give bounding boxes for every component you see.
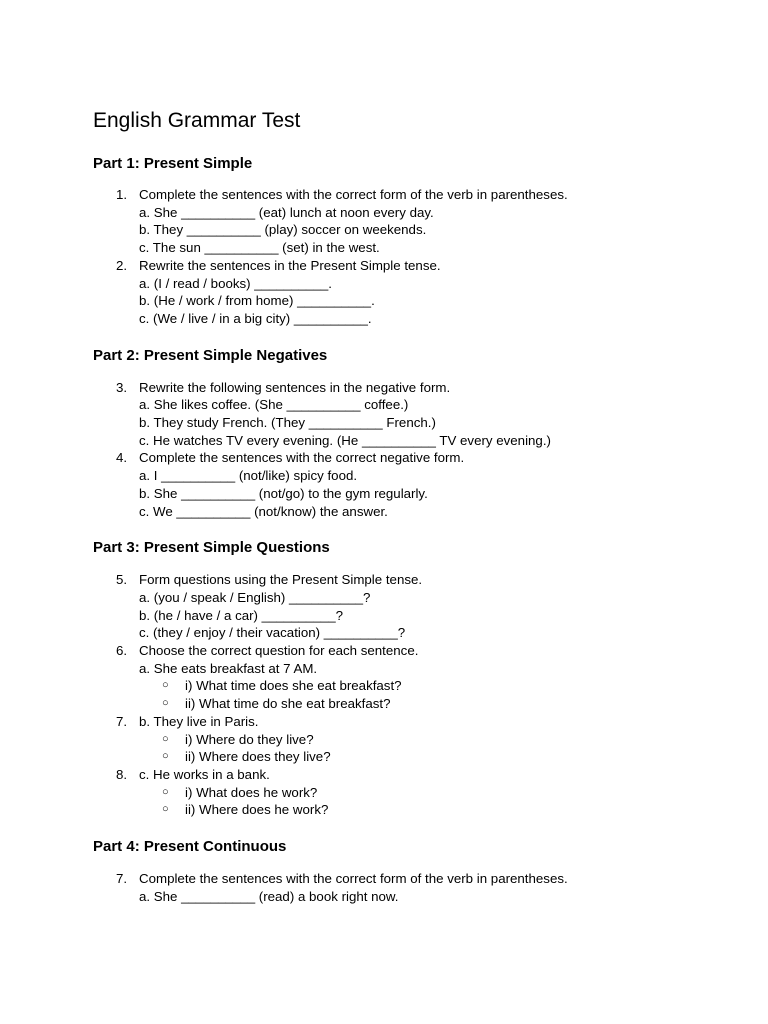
circle-bullet-icon: ○: [162, 679, 169, 692]
circle-bullet-icon: ○: [162, 803, 169, 816]
sub-item: b. They __________ (play) soccer on weekends.: [139, 222, 427, 238]
sub-item: c. We __________ (not/know) the answer.: [139, 503, 388, 519]
sub-item: c. (they / enjoy / their vacation) __________?: [139, 625, 406, 641]
part-4-heading: Part 4: Present Continuous: [93, 838, 287, 856]
option-text: ii) Where does he work?: [185, 802, 329, 818]
part-1-heading: Part 1: Present Simple: [93, 155, 253, 172]
part-3-heading: Part 3: Present Simple Questions: [93, 539, 330, 557]
question-text: Rewrite the sentences in the Present Simple tense.: [139, 257, 441, 273]
option-text: i) What does he work?: [185, 784, 318, 800]
answer-option: [93, 695, 733, 713]
question-7-continuous: [93, 870, 733, 888]
answer-option: [93, 801, 733, 819]
question-text: c. He works in a bank.: [139, 766, 270, 782]
option-text: ii) Where does they live?: [185, 749, 331, 765]
question-text: Complete the sentences with the correct negative form.: [139, 450, 465, 466]
question-text: Rewrite the following sentences in the negative form.: [139, 379, 451, 395]
question-4: [93, 449, 733, 467]
answer-option: [93, 731, 733, 749]
sub-item: a. She eats breakfast at 7 AM.: [139, 660, 318, 676]
circle-bullet-icon: ○: [162, 785, 169, 798]
option-text: i) What time does she eat breakfast?: [185, 678, 402, 694]
question-7: [93, 713, 733, 731]
document: [93, 107, 733, 906]
question-number: 8.: [116, 766, 128, 782]
question-number: 2.: [116, 257, 128, 273]
sub-item: a. (you / speak / English) __________?: [139, 589, 371, 605]
question-number: 7.: [116, 713, 128, 729]
sub-item: a. I __________ (not/like) spicy food.: [139, 468, 358, 484]
option-text: ii) What time do she eat breakfast?: [185, 696, 391, 712]
question-text: Choose the correct question for each sentence.: [139, 643, 419, 659]
question-number: 3.: [116, 379, 128, 395]
circle-bullet-icon: ○: [162, 732, 169, 745]
answer-option: [93, 784, 733, 802]
sub-item: a. She __________ (read) a book right now.: [139, 888, 399, 904]
question-text: Complete the sentences with the correct form of the verb in parentheses.: [139, 871, 568, 887]
question-8: [93, 766, 733, 784]
circle-bullet-icon: ○: [162, 750, 169, 763]
question-number: 1.: [116, 187, 128, 202]
answer-option: [93, 748, 733, 766]
question-1: [93, 186, 733, 204]
part-2-heading: Part 2: Present Simple Negatives: [93, 346, 328, 364]
sub-item: b. They study French. (They __________ French.): [139, 415, 436, 431]
question-number: 6.: [116, 643, 128, 659]
sub-item: b. (he / have / a car) __________?: [139, 607, 344, 623]
question-number: 4.: [116, 450, 128, 466]
question-3: [93, 379, 733, 397]
sub-item: a. (I / read / books) __________.: [139, 275, 332, 291]
question-2: [93, 257, 733, 275]
sub-item: b. (He / work / from home) __________.: [139, 293, 375, 309]
sub-item: c. (We / live / in a big city) __________.: [139, 310, 372, 326]
sub-item: b. She __________ (not/go) to the gym regularly.: [139, 485, 428, 501]
sub-item: c. The sun __________ (set) in the west.: [139, 240, 380, 256]
question-6: [93, 642, 733, 660]
question-text: Form questions using the Present Simple tense.: [139, 572, 423, 588]
sub-item: c. He watches TV every evening. (He __________ TV every evening.): [139, 432, 551, 448]
circle-bullet-icon: ○: [162, 697, 169, 710]
question-5: [93, 571, 733, 589]
question-number: 7.: [116, 871, 128, 887]
question-number: 5.: [116, 572, 128, 588]
answer-option: [93, 677, 733, 695]
question-text: Complete the sentences with the correct form of the verb in parentheses.: [139, 187, 568, 202]
sub-item: a. She __________ (eat) lunch at noon every day.: [139, 204, 434, 220]
page-title: English Grammar Test: [93, 109, 301, 132]
question-text: b. They live in Paris.: [139, 713, 259, 729]
sub-item: a. She likes coffee. (She __________ coffee.): [139, 397, 409, 413]
option-text: i) Where do they live?: [185, 731, 314, 747]
